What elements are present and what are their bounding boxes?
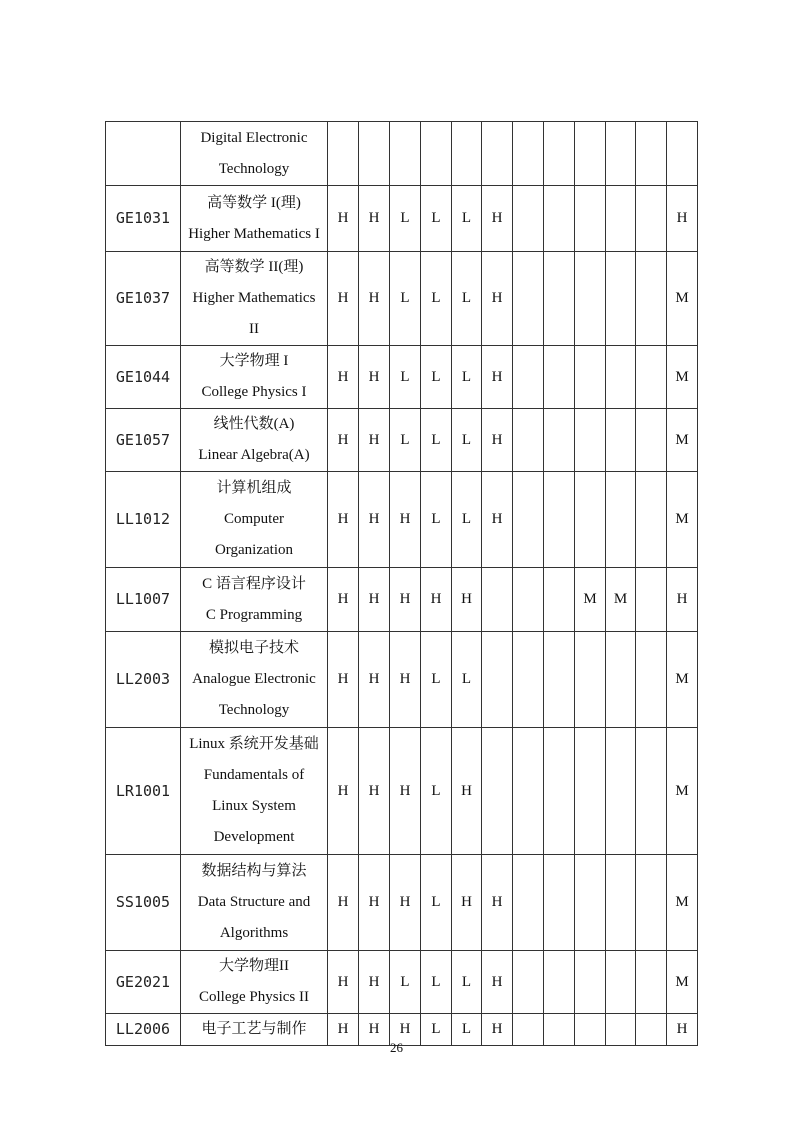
level-cell: L bbox=[452, 951, 482, 1014]
course-name-line: C 语言程序设计 bbox=[202, 575, 306, 592]
level-cell: H bbox=[359, 252, 390, 346]
level-cell: H bbox=[482, 186, 513, 252]
level-cell: M bbox=[667, 951, 698, 1014]
course-name bbox=[181, 951, 328, 1014]
course-name bbox=[181, 186, 328, 252]
course-name-line: 高等数学 I(理) bbox=[207, 194, 301, 211]
level-cell: M bbox=[606, 568, 636, 632]
level-cell bbox=[575, 632, 606, 728]
level-cell: H bbox=[390, 855, 421, 951]
level-cell bbox=[667, 122, 698, 186]
level-cell bbox=[575, 951, 606, 1014]
level-cell: H bbox=[328, 252, 359, 346]
level-cell bbox=[636, 568, 667, 632]
course-code: SS1005 bbox=[106, 855, 181, 951]
course-name-line: 模拟电子技术 bbox=[208, 640, 299, 656]
level-cell: L bbox=[421, 186, 452, 252]
course-name-line: Linux System bbox=[212, 798, 296, 814]
level-cell: H bbox=[390, 568, 421, 632]
course-code: LL2003 bbox=[106, 632, 181, 728]
level-cell bbox=[575, 855, 606, 951]
level-cell bbox=[390, 122, 421, 186]
level-cell: H bbox=[359, 472, 390, 568]
level-cell: H bbox=[452, 728, 482, 855]
level-cell bbox=[636, 728, 667, 855]
course-code: LL2006 bbox=[106, 1014, 181, 1046]
level-cell bbox=[482, 568, 513, 632]
course-name-line: Data Structure and bbox=[197, 894, 311, 910]
course-name-line: 数据结构与算法 bbox=[201, 863, 307, 879]
level-cell bbox=[606, 346, 636, 409]
course-name-line: 大学物理 I bbox=[219, 353, 289, 369]
level-cell bbox=[636, 346, 667, 409]
level-cell bbox=[575, 409, 606, 472]
level-cell: H bbox=[328, 951, 359, 1014]
level-cell: H bbox=[359, 346, 390, 409]
level-cell bbox=[482, 122, 513, 186]
level-cell bbox=[421, 122, 452, 186]
level-cell: L bbox=[452, 409, 482, 472]
course-code: LR1001 bbox=[106, 728, 181, 855]
level-cell: L bbox=[421, 252, 452, 346]
course-name-line: College Physics II bbox=[199, 989, 309, 1005]
course-name-line: II bbox=[249, 321, 259, 337]
level-cell: L bbox=[390, 252, 421, 346]
course-code: GE2021 bbox=[106, 951, 181, 1014]
level-cell bbox=[328, 122, 359, 186]
level-cell: M bbox=[667, 252, 698, 346]
level-cell bbox=[513, 568, 544, 632]
level-cell bbox=[544, 728, 575, 855]
level-cell: L bbox=[421, 951, 452, 1014]
level-cell: H bbox=[482, 472, 513, 568]
level-cell: H bbox=[359, 951, 390, 1014]
level-cell bbox=[544, 951, 575, 1014]
table-row bbox=[106, 122, 698, 186]
course-name bbox=[181, 122, 328, 186]
course-code: LL1012 bbox=[106, 472, 181, 568]
level-cell: H bbox=[482, 1014, 513, 1046]
level-cell bbox=[544, 409, 575, 472]
level-cell: M bbox=[575, 568, 606, 632]
course-name-line: Computer bbox=[224, 511, 284, 527]
level-cell bbox=[575, 122, 606, 186]
level-cell: H bbox=[328, 409, 359, 472]
course-name-line: Organization bbox=[214, 542, 294, 558]
level-cell: H bbox=[667, 186, 698, 252]
level-cell: L bbox=[421, 346, 452, 409]
table-row bbox=[106, 632, 698, 728]
course-name-line: Digital Electronic bbox=[200, 129, 308, 146]
course-name-line: Analogue Electronic bbox=[192, 671, 316, 687]
level-cell: H bbox=[390, 1014, 421, 1046]
course-code: GE1031 bbox=[106, 186, 181, 252]
course-name-line: 大学物理II bbox=[219, 958, 289, 974]
course-name bbox=[181, 855, 328, 951]
level-cell: H bbox=[359, 568, 390, 632]
level-cell bbox=[606, 472, 636, 568]
table-row bbox=[106, 472, 698, 568]
level-cell bbox=[513, 252, 544, 346]
level-cell bbox=[513, 346, 544, 409]
level-cell: H bbox=[328, 632, 359, 728]
level-cell bbox=[606, 951, 636, 1014]
course-name bbox=[181, 346, 328, 409]
level-cell: H bbox=[359, 1014, 390, 1046]
level-cell: H bbox=[359, 728, 390, 855]
level-cell bbox=[544, 122, 575, 186]
course-code: GE1044 bbox=[106, 346, 181, 409]
level-cell: L bbox=[421, 855, 452, 951]
level-cell: L bbox=[390, 346, 421, 409]
course-name-line: Fundamentals of bbox=[203, 767, 305, 783]
level-cell: L bbox=[390, 951, 421, 1014]
level-cell: L bbox=[452, 632, 482, 728]
level-cell bbox=[513, 951, 544, 1014]
level-cell bbox=[636, 472, 667, 568]
level-cell bbox=[513, 409, 544, 472]
level-cell bbox=[513, 855, 544, 951]
level-cell: H bbox=[359, 632, 390, 728]
level-cell bbox=[575, 728, 606, 855]
level-cell bbox=[544, 632, 575, 728]
table-row bbox=[106, 568, 698, 632]
level-cell: H bbox=[452, 568, 482, 632]
level-cell: L bbox=[421, 472, 452, 568]
level-cell bbox=[544, 472, 575, 568]
level-cell: H bbox=[667, 568, 698, 632]
level-cell: L bbox=[421, 632, 452, 728]
course-name-line: Linear Algebra(A) bbox=[198, 447, 310, 463]
level-cell bbox=[636, 252, 667, 346]
level-cell bbox=[606, 252, 636, 346]
course-name-line: College Physics I bbox=[201, 384, 307, 400]
course-name-line: Higher Mathematics bbox=[192, 290, 316, 306]
level-cell: H bbox=[482, 346, 513, 409]
level-cell: H bbox=[667, 1014, 698, 1046]
course-code: GE1037 bbox=[106, 252, 181, 346]
level-cell bbox=[606, 122, 636, 186]
level-cell bbox=[636, 186, 667, 252]
level-cell: L bbox=[421, 728, 452, 855]
level-cell: M bbox=[667, 409, 698, 472]
level-cell: L bbox=[390, 186, 421, 252]
course-name-line: Technology bbox=[218, 702, 290, 718]
course-matrix-table bbox=[105, 121, 698, 1046]
course-name-line: Development bbox=[213, 829, 295, 845]
level-cell: H bbox=[421, 568, 452, 632]
course-name bbox=[181, 472, 328, 568]
level-cell: H bbox=[482, 252, 513, 346]
level-cell: L bbox=[390, 409, 421, 472]
level-cell: L bbox=[421, 1014, 452, 1046]
level-cell: H bbox=[328, 346, 359, 409]
level-cell: H bbox=[359, 855, 390, 951]
level-cell bbox=[606, 186, 636, 252]
level-cell: H bbox=[328, 855, 359, 951]
course-name-line: C Programming bbox=[205, 606, 303, 623]
level-cell: H bbox=[328, 568, 359, 632]
course-name-line: 线性代数(A) bbox=[213, 416, 295, 432]
level-cell bbox=[544, 186, 575, 252]
level-cell bbox=[482, 632, 513, 728]
level-cell bbox=[575, 472, 606, 568]
level-cell bbox=[575, 186, 606, 252]
level-cell: H bbox=[328, 472, 359, 568]
level-cell bbox=[575, 346, 606, 409]
level-cell bbox=[513, 728, 544, 855]
level-cell bbox=[606, 409, 636, 472]
level-cell: M bbox=[667, 472, 698, 568]
level-cell bbox=[452, 122, 482, 186]
course-name bbox=[181, 568, 328, 632]
level-cell: H bbox=[328, 1014, 359, 1046]
level-cell bbox=[636, 632, 667, 728]
level-cell: L bbox=[452, 252, 482, 346]
level-cell bbox=[636, 122, 667, 186]
table-row bbox=[106, 186, 698, 252]
level-cell bbox=[513, 472, 544, 568]
course-name bbox=[181, 632, 328, 728]
level-cell bbox=[513, 122, 544, 186]
level-cell bbox=[482, 728, 513, 855]
level-cell bbox=[606, 728, 636, 855]
level-cell: H bbox=[482, 951, 513, 1014]
level-cell: L bbox=[452, 346, 482, 409]
course-name bbox=[181, 728, 328, 855]
level-cell: L bbox=[452, 1014, 482, 1046]
level-cell bbox=[513, 632, 544, 728]
course-name-line: 高等数学 II(理) bbox=[204, 259, 304, 275]
level-cell bbox=[544, 346, 575, 409]
level-cell: H bbox=[359, 409, 390, 472]
level-cell bbox=[575, 252, 606, 346]
course-name-line: 计算机组成 bbox=[216, 480, 292, 496]
level-cell: H bbox=[390, 632, 421, 728]
course-name bbox=[181, 252, 328, 346]
level-cell: M bbox=[667, 855, 698, 951]
course-code: GE1057 bbox=[106, 409, 181, 472]
table-row bbox=[106, 855, 698, 951]
course-name-line: Higher Mathematics I bbox=[188, 225, 320, 242]
level-cell: M bbox=[667, 632, 698, 728]
course-code bbox=[106, 122, 181, 186]
level-cell: M bbox=[667, 728, 698, 855]
course-name bbox=[181, 409, 328, 472]
level-cell bbox=[544, 855, 575, 951]
level-cell: L bbox=[421, 409, 452, 472]
level-cell: H bbox=[328, 728, 359, 855]
table-row bbox=[106, 951, 698, 1014]
level-cell: L bbox=[452, 472, 482, 568]
course-code: LL1007 bbox=[106, 568, 181, 632]
level-cell bbox=[544, 568, 575, 632]
level-cell bbox=[636, 951, 667, 1014]
table-row bbox=[106, 346, 698, 409]
level-cell bbox=[606, 632, 636, 728]
level-cell: H bbox=[328, 186, 359, 252]
course-name-line: Algorithms bbox=[219, 925, 289, 941]
course-name-line: 电子工艺与制作 bbox=[201, 1021, 307, 1037]
level-cell bbox=[636, 409, 667, 472]
level-cell: H bbox=[390, 472, 421, 568]
level-cell: H bbox=[482, 409, 513, 472]
course-name-line: Technology bbox=[218, 160, 290, 177]
level-cell bbox=[544, 252, 575, 346]
table-row bbox=[106, 728, 698, 855]
level-cell bbox=[359, 122, 390, 186]
level-cell: H bbox=[390, 728, 421, 855]
level-cell: L bbox=[452, 186, 482, 252]
course-name-line: Linux 系统开发基础 bbox=[189, 736, 319, 752]
level-cell: M bbox=[667, 346, 698, 409]
page-number: 26 bbox=[390, 1040, 403, 1055]
level-cell: H bbox=[482, 855, 513, 951]
level-cell bbox=[606, 855, 636, 951]
level-cell bbox=[636, 855, 667, 951]
table-row bbox=[106, 409, 698, 472]
level-cell: H bbox=[452, 855, 482, 951]
level-cell bbox=[513, 186, 544, 252]
level-cell: H bbox=[359, 186, 390, 252]
table-row bbox=[106, 252, 698, 346]
